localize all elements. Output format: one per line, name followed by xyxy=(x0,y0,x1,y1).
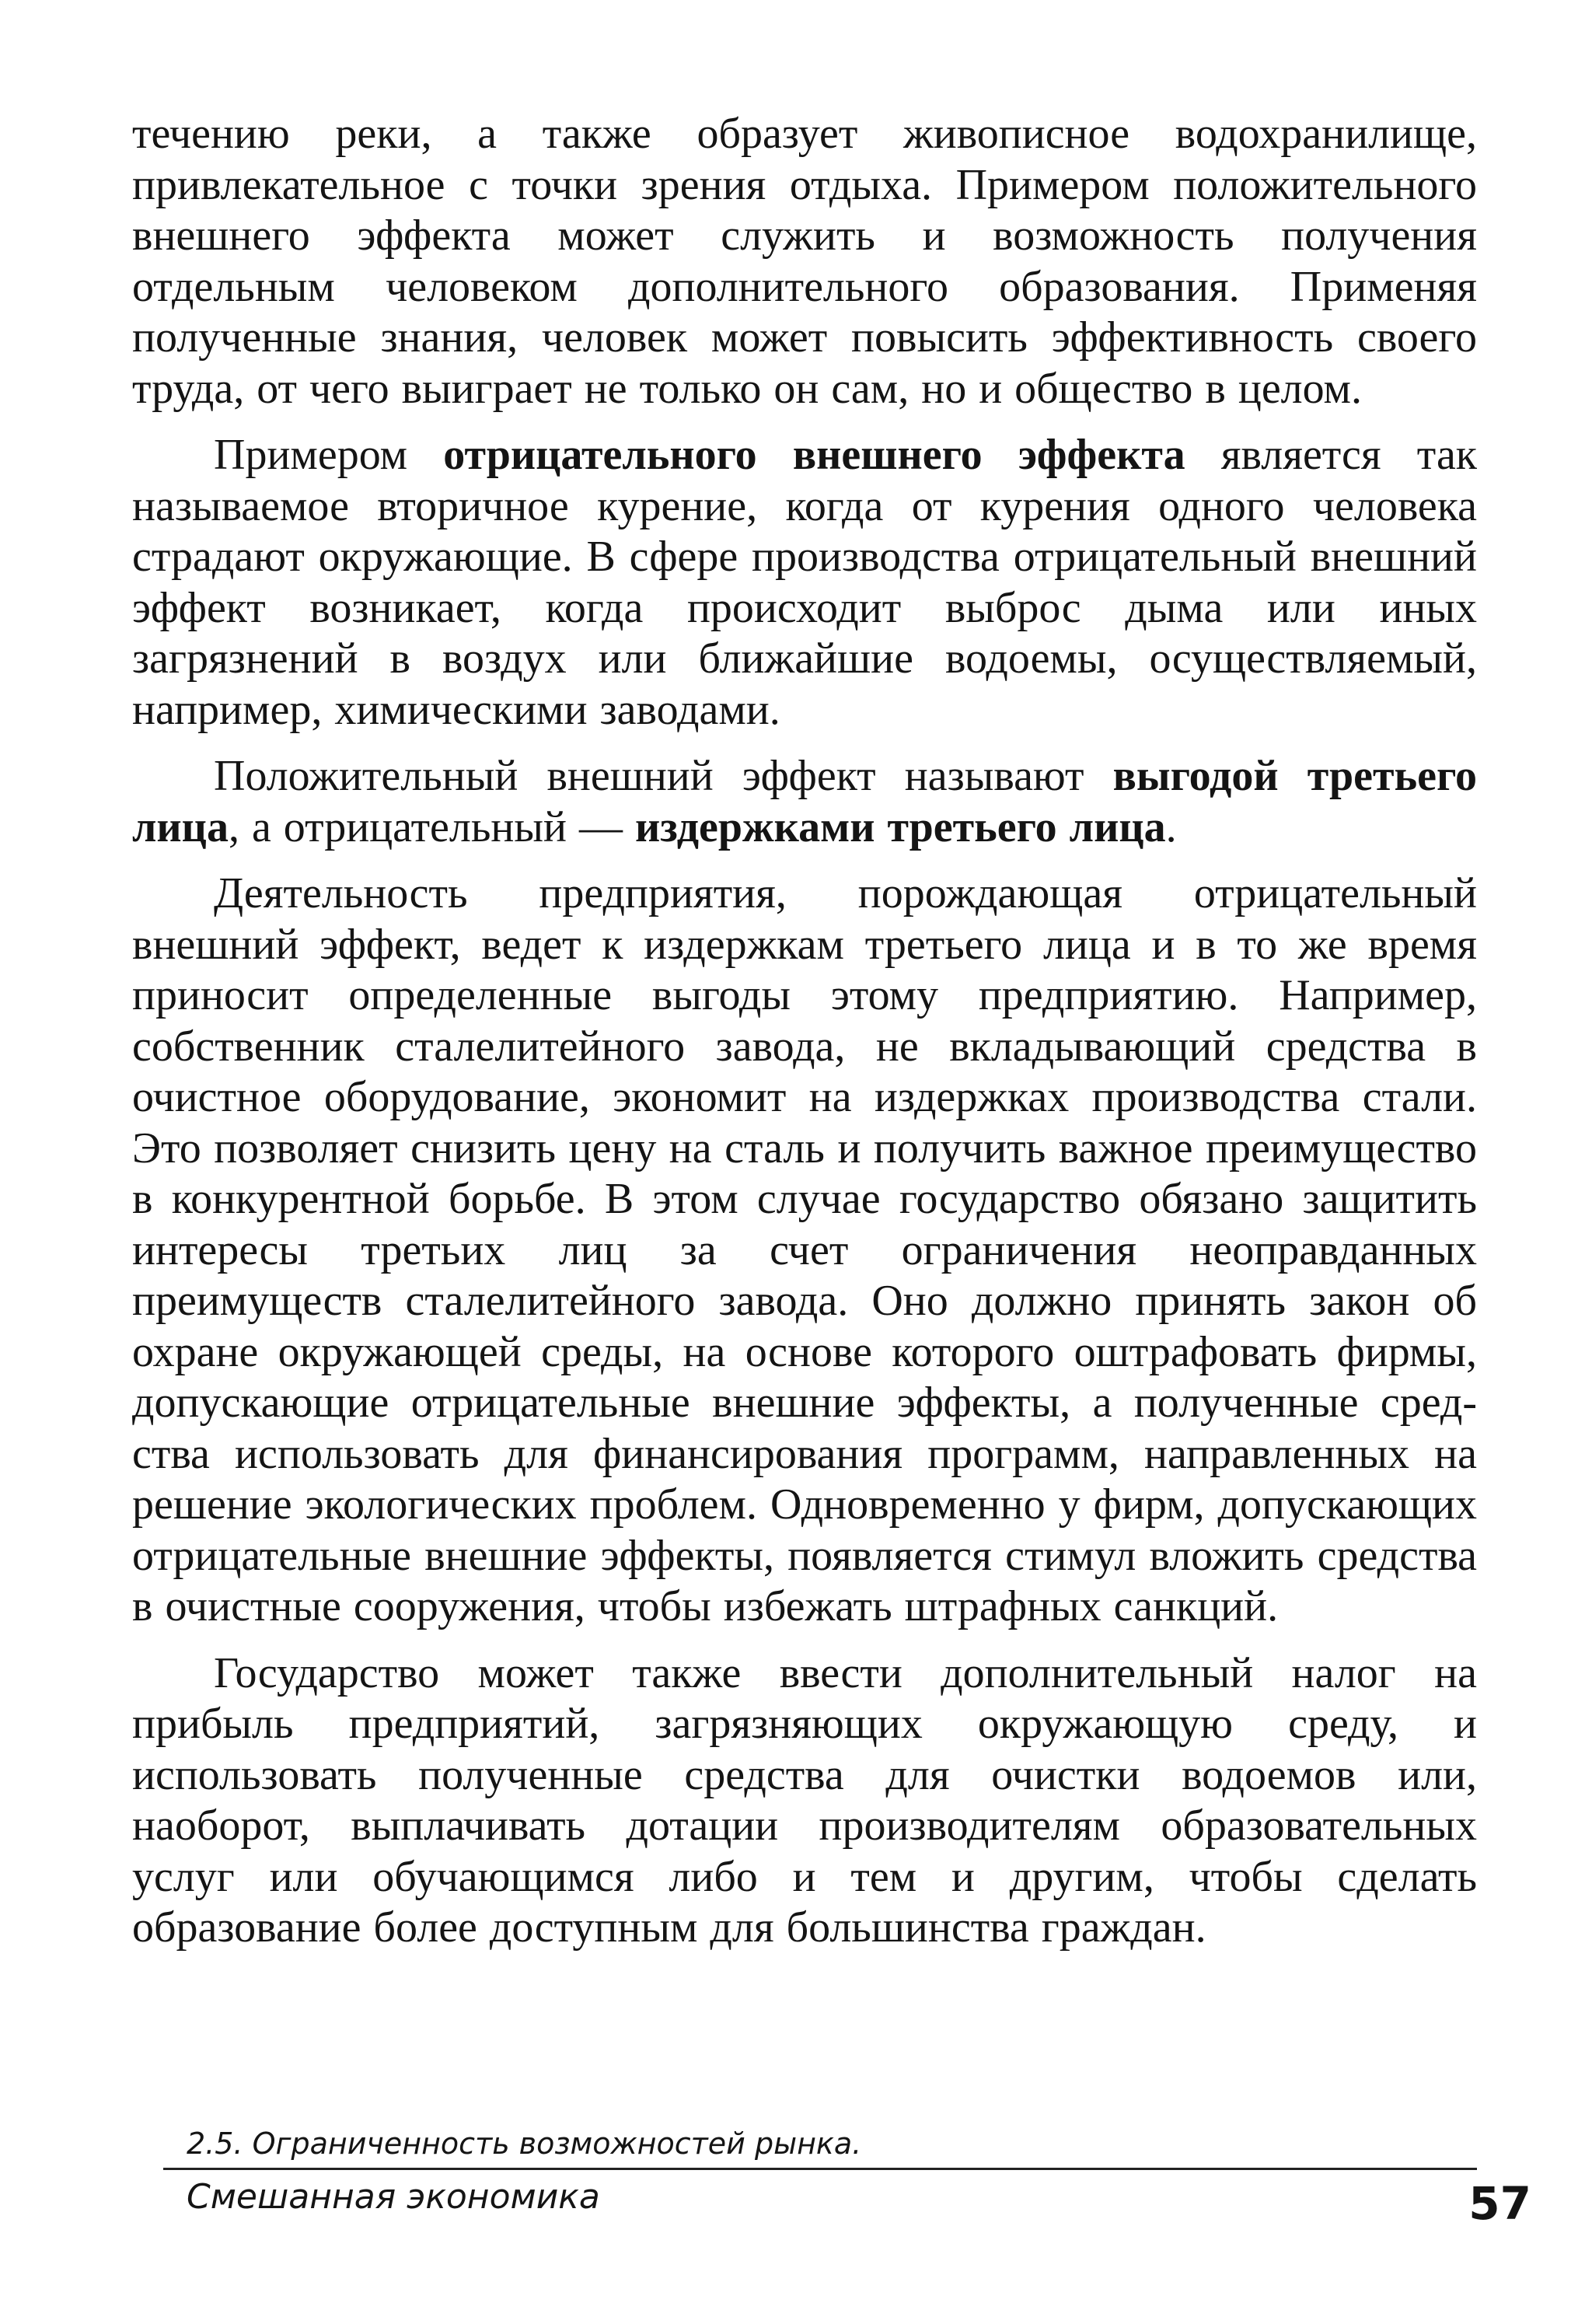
running-footer-section xyxy=(132,2127,1531,2161)
text-run: . xyxy=(1165,802,1177,851)
text-run: Примером xyxy=(214,431,444,479)
bold-term: выгодой третьего лица xyxy=(132,752,1477,851)
page-number: 57 xyxy=(1468,2177,1531,2230)
text-run: Государство может также ввести дополнительный налог на прибыль предприятий, загрязняющих окружающую среду, и использовать полученные средства для очистки водоемов или, наоборот, выплачивать дотации производителям образовательных услуг или обучающимся либо и тем и другим, чтобы сделать образование более доступным для большинства граждан. xyxy=(132,1648,1477,1952)
bold-term: отрицательного внешнего эффекта xyxy=(443,431,1185,479)
footer-divider xyxy=(163,2168,1477,2170)
paragraph-5 xyxy=(132,1648,1477,1954)
text-run: , а отрицательный — xyxy=(228,802,635,851)
text-run: Деятельность предприятия, порождающая отрицательный внешний эффект, ведет к издержкам третьего лица и в то же время приносит определенные выгоды этому предприятию. Например, собственник сталелитейного завода, не вкладывающий средства в очистное оборудование, экономит на издержках производства стали. Это позволяет снизить цену на сталь и получить важное преимущество в конкурентной борьбе. В этом случае государство обязано защитить интересы третьих лиц за счет ограничения неоправданных преимуществ сталелитейного завода. Оно должно принять закон об охране окружающей среды, на основе которого оштрафовать фирмы, допускающие отрицательные внешние эффекты, а полученные средства использовать для финансирования программ, направленных на решение экологических проблем. Одновременно у фирм, допускающих отрицательные внешние эффекты, появляется стимул вложить средства в очистные сооружения, чтобы избежать штрафных санкций. xyxy=(132,869,1477,1630)
text-run: является так называемое вторичное курение, когда от курения одного человека страдают окружающие. В сфере производства отрицательный внешний эффект возникает, когда происходит выброс дыма или иных загрязнений в воздух или ближайшие водоемы, осуществляемый, например, химическими заводами. xyxy=(132,431,1478,734)
paragraph-4 xyxy=(132,868,1477,1633)
paragraph-2 xyxy=(132,430,1477,736)
book-title: Смешанная экономика xyxy=(187,2177,600,2217)
running-footer-book xyxy=(132,2177,1531,2239)
text-run: течению реки, а также образует живописное водохранилище, привлекательное с точки зрения отдыха. Примером положительного внешнего эффекта может служить и возможность получения отдельным человеком дополнительного образования. Применяя полученные знания, человек может повысить эффективность своего труда, от чего выиграет не только он сам, но и общество в целом. xyxy=(132,110,1477,413)
bold-term: издержками третьего лица xyxy=(634,802,1166,851)
paragraph-1 xyxy=(132,109,1477,414)
text-run: Положительный внешний эффект называют xyxy=(214,752,1113,800)
section-title: 2.5. Ограниченность возможностей рынка. xyxy=(187,2127,862,2161)
page-body xyxy=(132,109,1477,1969)
paragraph-3 xyxy=(132,751,1477,853)
